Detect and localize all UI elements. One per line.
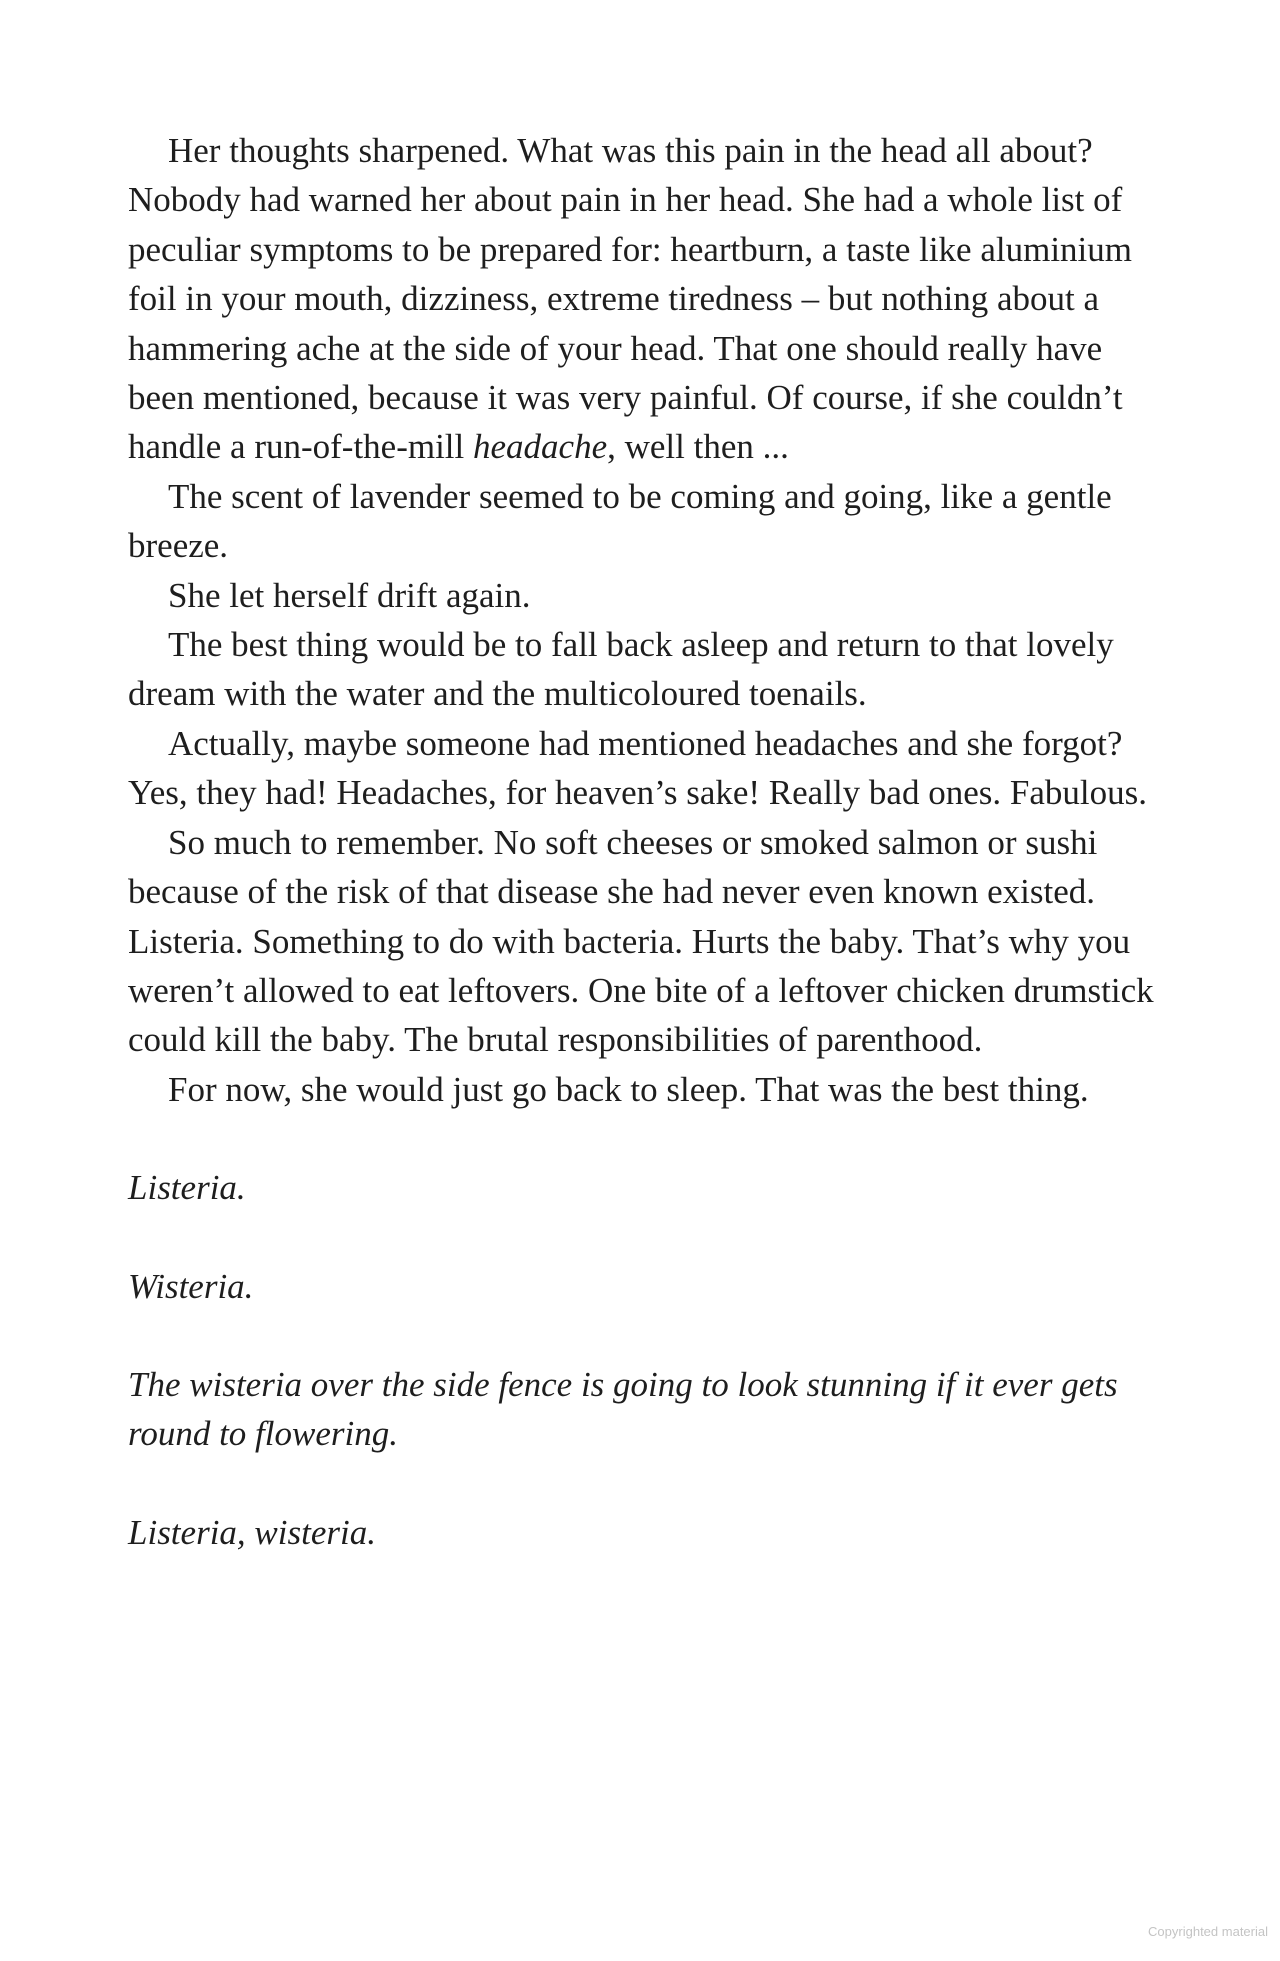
section-gap (128, 1213, 1158, 1262)
paragraph: Actually, maybe someone had mentioned headaches and she forgot? Yes, they had! Headaches, for heaven’s sake! Really bad ones. Fabulous. (128, 723, 1147, 813)
paragraph (128, 126, 1158, 472)
book-page (128, 126, 1158, 1557)
section-gap (128, 1114, 1158, 1163)
paragraph: The scent of lavender seemed to be coming and going, like a gentle breeze. (128, 476, 1112, 566)
section-gap (128, 1459, 1158, 1508)
copyright-watermark: Copyrighted material (1148, 1924, 1268, 1939)
paragraph: The best thing would be to fall back asleep and return to that lovely dream with the water and the multicoloured toenails. (128, 625, 1114, 714)
italic-thought: Listeria, wisteria. (128, 1512, 376, 1552)
paragraph-text: Her thoughts sharpened. What was this pain in the head all about? Nobody had warned her about pain in her head. She had a whole list of peculiar symptoms to be prepared for: heartburn, a taste like aluminium foil in your mouth, dizziness, extreme tiredness – but nothing about a hammering ache at the side of your head. That one should really have been mentioned, because it was very painful. Of course, if she couldn’t handle a run-of-the-mill (128, 131, 1132, 467)
paragraph: For now, she would just go back to sleep. That was the best thing. (168, 1069, 1089, 1109)
italic-thought: The wisteria over the side fence is going to look stunning if it ever gets round to flowering. (128, 1364, 1118, 1454)
italic-thought: Wisteria. (128, 1266, 254, 1306)
section-gap (128, 1311, 1158, 1360)
paragraph-text: , well then ... (607, 427, 789, 467)
emphasized-word: headache (473, 427, 608, 467)
paragraph: So much to remember. No soft cheeses or smoked salmon or sushi because of the risk of that disease she had never even known existed. Listeria. Something to do with bacteria. Hurts the baby. That’s why you weren’t allowed to eat leftovers. One bite of a leftover chicken drumstick could kill the baby. The brutal responsibilities of parenthood. (128, 822, 1154, 1060)
paragraph: She let herself drift again. (168, 575, 531, 615)
italic-thought: Listeria. (128, 1168, 246, 1208)
